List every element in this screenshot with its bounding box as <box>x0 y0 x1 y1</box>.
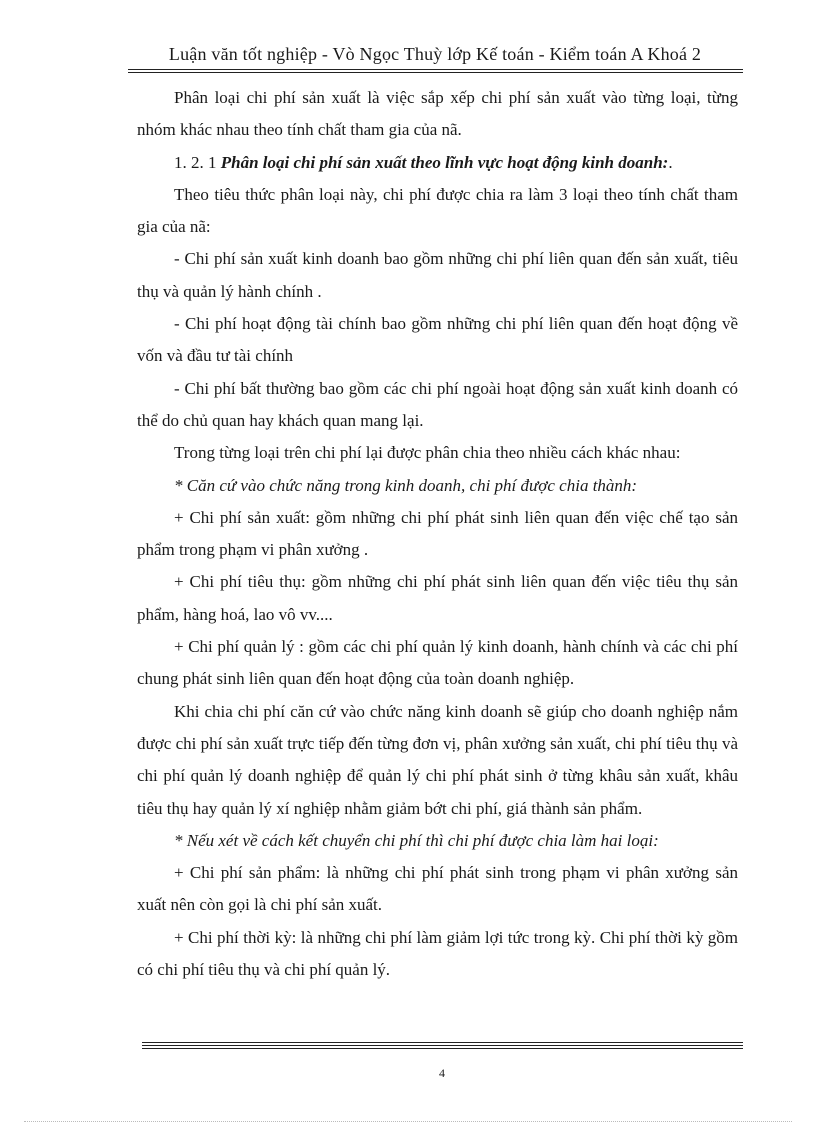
list-item: - Chi phí hoạt động tài chính bao gồm những chi phí liên quan đến hoạt động về vốn và đầu tư tài chính <box>137 314 738 366</box>
footer-rule <box>142 1042 743 1043</box>
paragraph: Phân loại chi phí sản xuất là việc sắp xếp chi phí sản xuất vào từng loại, từng nhóm khác nhau theo tính chất tham gia của nã. <box>137 88 738 140</box>
section-title: Phân loại chi phí sản xuất theo lĩnh vực hoạt động kinh doanh: <box>220 152 669 172</box>
section-number: 1. 2. 1 <box>174 152 221 172</box>
list-item: - Chi phí sản xuất kinh doanh bao gồm những chi phí liên quan đến sản xuất, tiêu thụ và quản lý hành chính . <box>137 249 738 301</box>
section-title-tail: . <box>668 152 673 172</box>
list-item: + Chi phí quản lý : gồm các chi phí quản lý kinh doanh, hành chính và các chi phí chung phát sinh liên quan đến hoạt động của toàn doanh nghiệp. <box>137 637 738 689</box>
list-item: + Chi phí tiêu thụ: gồm những chi phí phát sinh liên quan đến việc tiêu thụ sản phẩm, hàng hoá, lao vô vv.... <box>137 572 738 624</box>
footer-rule <box>142 1045 743 1046</box>
header-rule <box>128 72 743 73</box>
document-body <box>137 82 738 986</box>
list-item: + Chi phí sản xuất: gồm những chi phí phát sinh liên quan đến việc chế tạo sản phẩm trong phạm vi phân xưởng . <box>137 507 738 560</box>
page-boundary <box>24 1121 792 1122</box>
list-item: - Chi phí bất thường bao gồm các chi phí ngoài hoạt động sản xuất kinh doanh có thể do chủ quan hay khách quan mang lại. <box>137 378 738 430</box>
paragraph: Khi chia chi phí căn cứ vào chức năng kinh doanh sẽ giúp cho doanh nghiệp nắm được chi phí sản xuất trực tiếp đến từng đơn vị, phân xưởng sản xuất, chi phí tiêu thụ và chi phí quản lý doanh nghiệp để quản lý chi phí phát sinh ở từng khâu sản xuất, khâu tiêu thụ hay quản lý xí nghiệp nhằm giảm bớt chi phí, giá thành sản phẩm. <box>137 701 738 818</box>
paragraph: Theo tiêu thức phân loại này, chi phí được chia ra làm 3 loại theo tính chất tham gia của nã: <box>137 184 738 237</box>
page-header: Luận văn tốt nghiệp - Vò Ngọc Thuỳ lớp Kế toán - Kiểm toán A Khoá 2 <box>168 44 702 64</box>
footer-rule <box>142 1048 743 1049</box>
subheading: * Căn cứ vào chức năng trong kinh doanh, chi phí được chia thành: <box>174 475 638 495</box>
page-number: 4 <box>439 1066 445 1080</box>
paragraph: Trong từng loại trên chi phí lại được phân chia theo nhiều cách khác nhau: <box>174 443 681 463</box>
section-heading <box>137 147 738 179</box>
list-item: + Chi phí sản phẩm: là những chi phí phát sinh trong phạm vi phân xưởng sản xuất nên còn gọi là chi phí sản xuất. <box>137 863 738 915</box>
subheading: * Nếu xét về cách kết chuyển chi phí thì chi phí được chia làm hai loại: <box>174 830 659 850</box>
header-rule <box>128 69 743 70</box>
list-item: + Chi phí thời kỳ: là những chi phí làm giảm lợi tức trong kỳ. Chi phí thời kỳ gồm có chi phí tiêu thụ và chi phí quản lý. <box>137 927 738 980</box>
